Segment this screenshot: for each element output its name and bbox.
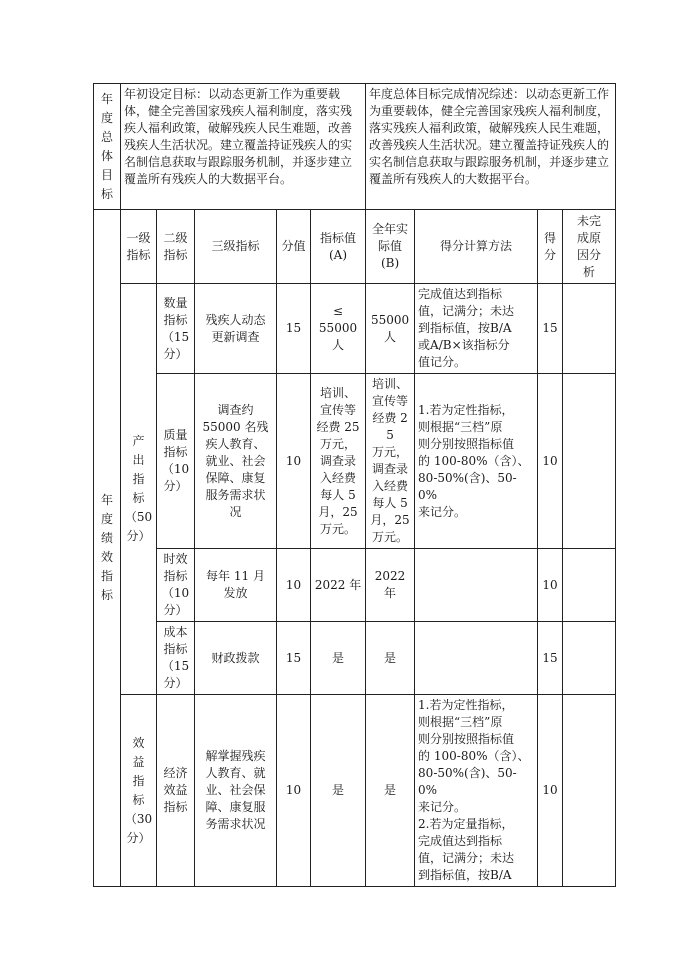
target-value-cell: ≤ 55000 人: [311, 284, 366, 374]
method-cell: 1.若为定性指标， 则根据“三档”原 则分别按照指标值 的 100-80%（含）、 80-50%(含)、50-0% 来记分。 2.若为定量指标， 完成值达到指标 值，记满分；未达 到指标值，按B/A: [415, 695, 538, 887]
benefit-indicator-group: 效 益 指 标 （30 分）: [121, 695, 157, 887]
completion-summary-text: 年度总体目标完成情况综述：以动态更新工作为重要载体，健全完善国家残疾人福利制度，落实残疾人福利政策，破解残疾人民生难题，改善残疾人生活状况。建立覆盖持证残疾人的实名制信息获取与跟踪服务机制，并逐步建立覆盖所有残疾人的大数据平台。: [366, 84, 616, 210]
actual-value-cell: 是: [366, 622, 415, 695]
output-indicator-group: 产 出 指 标 （50 分）: [121, 284, 157, 695]
reason-cell: [563, 549, 616, 622]
header-actual-value: 全年实 际值 (B): [366, 210, 415, 284]
level2-cell: 质量 指标 （10 分）: [157, 374, 195, 549]
actual-value-cell: 培训、 宣传等 经费 25 万元， 调查录 入经费 每人 5 月，25 万元。: [366, 374, 415, 549]
method-cell: 完成值达到指标 值，记满分；未达 到指标值，按B/A 或A/B×该指标分 值记分。: [415, 284, 538, 374]
header-level2: 二级 指标: [157, 210, 195, 284]
score-value-cell: 15: [277, 284, 311, 374]
level2-cell: 时效 指标 （10 分）: [157, 549, 195, 622]
level2-cell: 成本 指标 （15 分）: [157, 622, 195, 695]
level3-cell: 残疾人动态 更新调查: [195, 284, 277, 374]
reason-cell: [563, 374, 616, 549]
score-value-cell: 10: [277, 695, 311, 887]
score-cell: 15: [538, 622, 563, 695]
table-row: [94, 549, 616, 622]
header-level1: 一级 指标: [121, 210, 157, 284]
level3-cell: 每年 11 月 发放: [195, 549, 277, 622]
header-level3: 三级指标: [195, 210, 277, 284]
target-value-cell: 是: [311, 622, 366, 695]
table-row: [94, 374, 616, 549]
reason-cell: [563, 622, 616, 695]
column-header-row: [94, 210, 616, 284]
method-cell: [415, 549, 538, 622]
actual-value-cell: 2022 年: [366, 549, 415, 622]
overall-target-row: [94, 84, 616, 210]
table-row: [94, 622, 616, 695]
table-row: [94, 284, 616, 374]
header-target-value: 指标值 (A): [311, 210, 366, 284]
header-score-value: 分值: [277, 210, 311, 284]
level3-cell: 财政拨款: [195, 622, 277, 695]
score-cell: 10: [538, 374, 563, 549]
table-row: [94, 695, 616, 887]
target-value-cell: 是: [311, 695, 366, 887]
level2-cell: 经济 效益 指标: [157, 695, 195, 887]
score-value-cell: 10: [277, 374, 311, 549]
score-cell: 10: [538, 549, 563, 622]
actual-value-cell: 55000 人: [366, 284, 415, 374]
reason-cell: [563, 284, 616, 374]
annual-performance-label: 年 度 绩 效 指 标: [94, 210, 121, 887]
level3-cell: 调查约 55000 名残 疾人教育、 就业、社会 保障、康复 服务需求状 况: [195, 374, 277, 549]
actual-value-cell: 是: [366, 695, 415, 887]
score-cell: 10: [538, 695, 563, 887]
header-reason: 未完 成原 因分 析: [563, 210, 616, 284]
header-score: 得 分: [538, 210, 563, 284]
score-value-cell: 15: [277, 622, 311, 695]
target-value-cell: 2022 年: [311, 549, 366, 622]
overall-target-label: 年 度 总 体 目 标: [94, 84, 121, 210]
method-cell: [415, 622, 538, 695]
method-cell: 1.若为定性指标， 则根据“三档”原 则分别按照指标值 的 100-80%（含）、 80-50%(含)、50-0% 来记分。: [415, 374, 538, 549]
level3-cell: 解掌握残疾 人教育、就 业、社会保 障、康复服 务需求状况: [195, 695, 277, 887]
level2-cell: 数量 指标 （15 分）: [157, 284, 195, 374]
reason-cell: [563, 695, 616, 887]
initial-target-text: 年初设定目标：以动态更新工作为重要载体，健全完善国家残疾人福利制度，落实残疾人福利政策，破解残疾人民生难题，改善残疾人生活状况。建立覆盖持证残疾人的实名制信息获取与跟踪服务机制，并逐步建立覆盖所有残疾人的大数据平台。: [121, 84, 366, 210]
score-value-cell: 10: [277, 549, 311, 622]
score-cell: 15: [538, 284, 563, 374]
header-method: 得分计算方法: [415, 210, 538, 284]
target-value-cell: 培训、 宣传等 经费 25 万元， 调查录 入经费 每人 5 月，25 万元。: [311, 374, 366, 549]
performance-table: [93, 83, 616, 887]
